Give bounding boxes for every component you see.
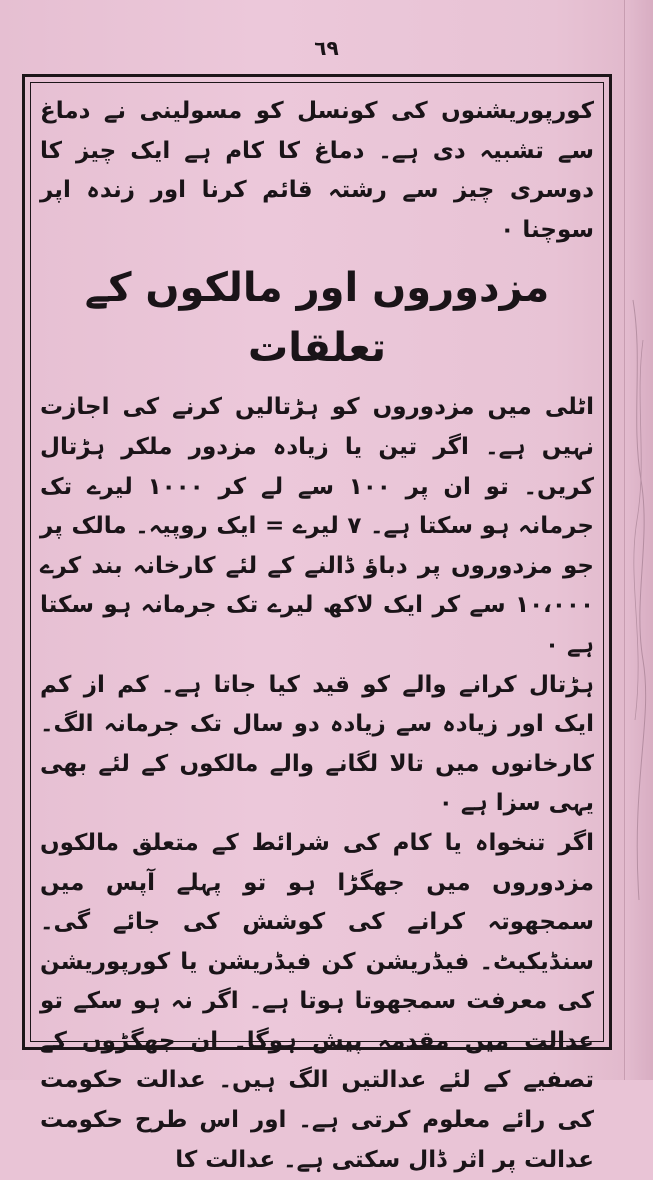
page-number: ٦٩ — [314, 36, 339, 60]
intro-paragraph: کورپوریشنوں کی کونسل کو مسولینی نے دماغ سے تشبیہ دی ہے۔ دماغ کا کام ہے ایک چیز کا دوسری چیز سے رشتہ قائم کرنا اور زندہ اپر سوچنا ۰ — [40, 98, 594, 243]
body-paragraph-3: اگر تنخواہ یا کام کی شرائط کے متعلق مالکوں مزدوروں میں جھگڑا ہو تو پہلے آپس میں سمجھوتہ کرانے کی کوشش کی جائے گی۔ سنڈیکیٹ۔ فیڈریشن کن فیڈریشن یا کورپوریشن کی معرفت سمجھوتا ہوتا ہے۔ اگر نہ ہو سکے تو عدالت میں مقدمہ پیش ہوگا۔ ان جھگڑوں کے تصفیے کے لئے عدالتیں الگ ہیں۔ عدالت حکومت کی رائے معلوم کرتی ہے۔ اور اس طرح حکومت عدالت پر اثر ڈال سکتی ہے۔ عدالت کا — [40, 829, 594, 1173]
margin-pencil-marks — [629, 300, 651, 900]
section-heading: مزدوروں اور مالکوں کے تعلقات — [84, 265, 550, 372]
article-body — [40, 92, 595, 1173]
body-paragraph-1: اٹلی میں مزدوروں کو ہڑتالیں کرنے کی اجازت نہیں ہے۔ اگر تین یا زیادہ مزدور ملکر ہڑتال کریں۔ تو ان پر ۱۰۰ سے لے کر ۱۰۰۰ لیرے تک جرمانہ ہو سکتا ہے۔ ۷ لیرے = ایک روپیہ۔ مالک پر جو مزدوروں پر دباؤ ڈالنے کے لئے کارخانہ بند کرے ۱۰،۰۰۰ سے کر ایک لاکھ لیرے تک جرمانہ ہو سکتا ہے ۰ — [40, 394, 595, 658]
body-paragraph-2: ہڑتال کرانے والے کو قید کیا جاتا ہے۔ کم از کم ایک اور زیادہ سے زیادہ دو سال تک جرمانہ الگ۔ کارخانوں میں تالا لگانے والے مالکوں کے لئے بھی یہی سزا ہے ۰ — [40, 671, 594, 817]
